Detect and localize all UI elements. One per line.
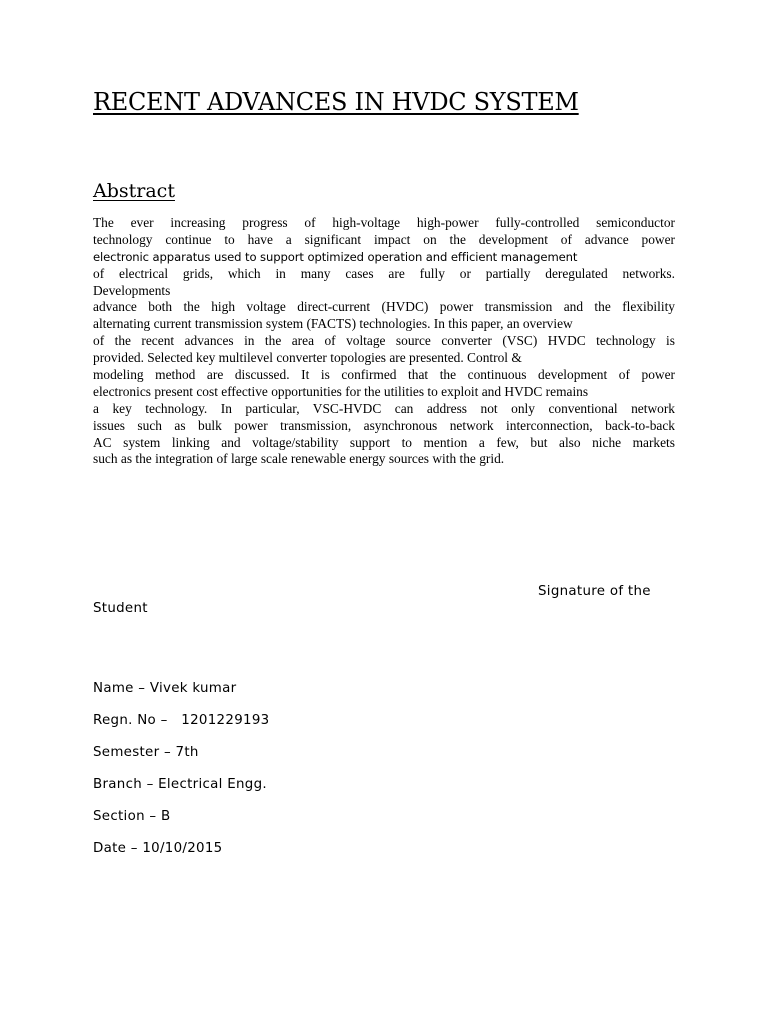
- abstract-line: The ever increasing progress of high-voltage high-power fully-controlled semiconductor: [93, 215, 675, 230]
- semester: Semester – 7th: [93, 745, 199, 760]
- abstract-line: issues such as bulk power transmission, asynchronous network interconnection, back-to-back: [93, 417, 675, 433]
- abstract-line: technology continue to have a significant impact on the development of advance power: [93, 231, 675, 247]
- section: Section – B: [93, 809, 171, 824]
- date: Date – 10/10/2015: [93, 841, 223, 856]
- abstract-line: AC system linking and voltage/stability support to mention a few, but also niche markets: [93, 434, 675, 450]
- abstract-line: advance both the high voltage direct-current (HVDC) power transmission and the flexibility: [93, 299, 675, 315]
- abstract-line: Developments: [93, 282, 171, 298]
- signature-label: Signature of the: [538, 584, 651, 599]
- student-name: Name – Vivek kumar: [93, 681, 237, 696]
- abstract-line: electronic apparatus used to support optimized operation and efficient management: [93, 249, 578, 264]
- abstract-line: of electrical grids, which in many cases are fully or partially deregulated networks.: [93, 265, 675, 281]
- abstract-line: electronics present cost effective opportunities for the utilities to exploit and HVDC remains: [93, 383, 589, 399]
- abstract-line: of the recent advances in the area of voltage source converter (VSC) HVDC technology is: [93, 333, 675, 349]
- registration-number: Regn. No – 1201229193: [93, 713, 270, 728]
- abstract-line: a key technology. In particular, VSC-HVDC can address not only conventional network: [93, 400, 675, 416]
- abstract-line: provided. Selected key multilevel converter topologies are presented. Control &: [93, 350, 522, 366]
- abstract-line: alternating current transmission system (FACTS) technologies. In this paper, an overview: [93, 316, 573, 332]
- signature-label-continued: Student: [93, 601, 148, 616]
- document-title: RECENT ADVANCES IN HVDC SYSTEM: [93, 88, 579, 116]
- abstract-line: modeling method are discussed. It is confirmed that the continuous development of power: [93, 367, 675, 383]
- abstract-heading: Abstract: [93, 180, 175, 202]
- branch: Branch – Electrical Engg.: [93, 777, 267, 792]
- abstract-body: [93, 215, 675, 468]
- abstract-line: such as the integration of large scale renewable energy sources with the grid.: [93, 451, 505, 467]
